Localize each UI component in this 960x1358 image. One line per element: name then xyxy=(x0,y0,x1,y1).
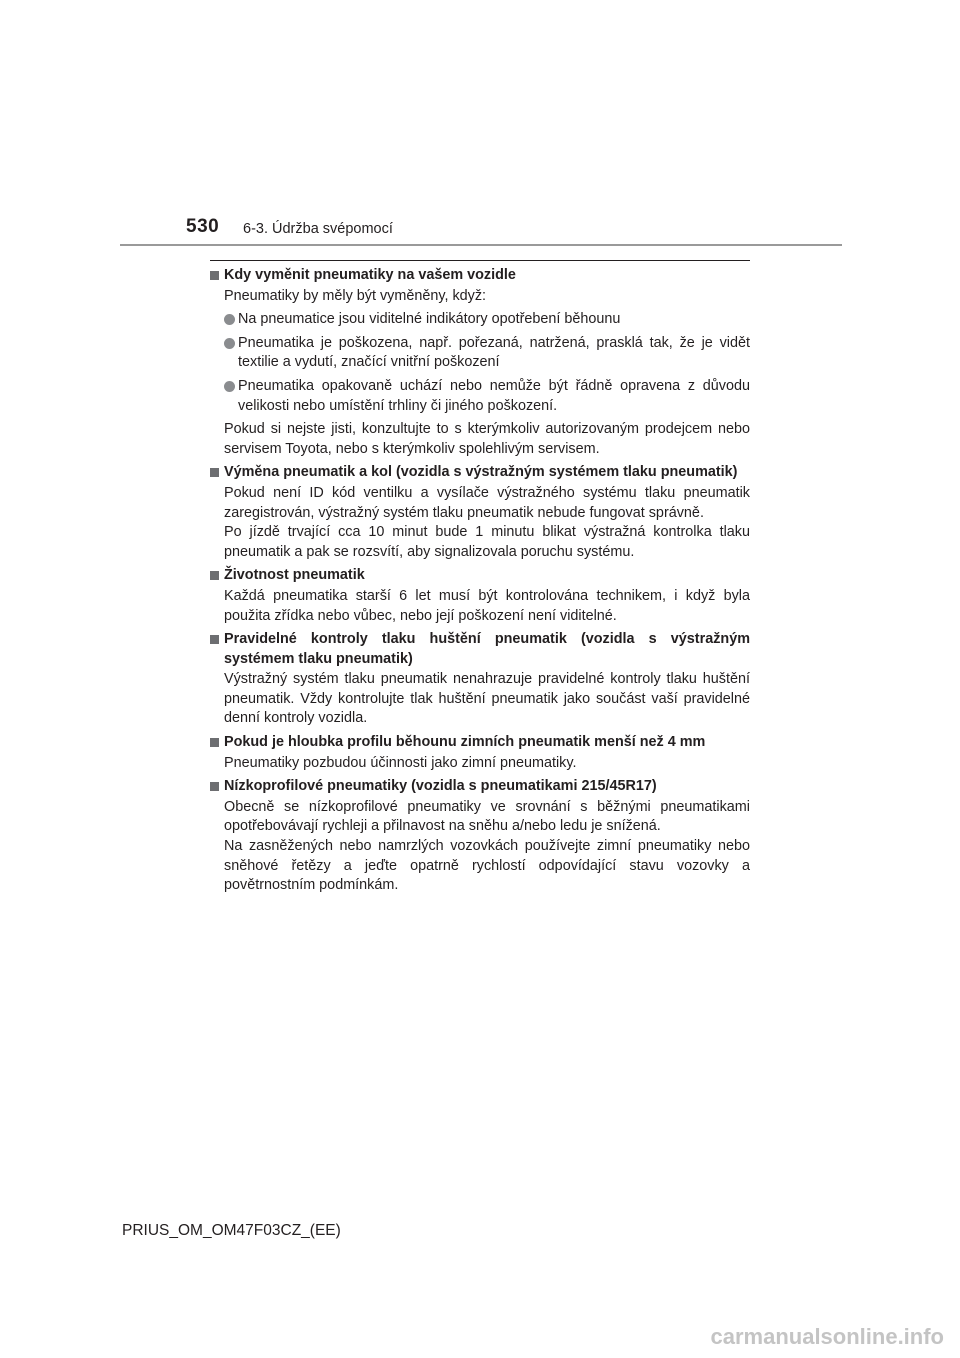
paragraph xyxy=(210,484,750,562)
paragraph xyxy=(210,670,750,729)
page-number: 530 xyxy=(186,216,220,237)
list-item-text: Na pneumatice jsou viditelné indikátory opotřebení běhounu xyxy=(238,311,621,328)
square-bullet-icon xyxy=(210,635,219,644)
paragraph xyxy=(210,754,750,774)
square-bullet-icon xyxy=(210,782,219,791)
paragraph: Pneumatiky by měly být vyměněny, když: xyxy=(224,287,487,304)
paragraph-line: Na zasněžených nebo namrzlých vozovkách používejte zimní pneumatiky nebo sněhové řetězy a jeďte opatrně rychlostí odpovídající stavu vozovky a povětrnostním podmínkám. xyxy=(224,838,750,894)
content-rule xyxy=(210,260,750,261)
square-bullet-icon xyxy=(210,738,219,747)
section-tire-lifetime xyxy=(210,566,750,626)
header-rule xyxy=(120,244,842,246)
paragraph xyxy=(210,587,750,626)
square-bullet-icon xyxy=(210,271,219,280)
paragraph-line: Výstražný systém tlaku pneumatik nenahrazuje pravidelné kontroly tlaku huštění pneumatik. Vždy kontrolujte tlak huštění pneumatik jako součást vaší pravidelné denní kontroly vozidla. xyxy=(224,671,750,727)
section-heading xyxy=(210,463,750,483)
list-item-text: Pneumatika opakovaně uchází nebo nemůže být řádně opravena z důvodu velikosti nebo umístění trhliny či jiného poškození. xyxy=(238,377,750,414)
square-bullet-icon xyxy=(210,571,219,580)
section-heading xyxy=(210,733,750,753)
circle-bullet-icon xyxy=(224,314,235,325)
paragraph-line: Obecně se nízkoprofilové pneumatiky ve srovnání s běžnými pneumatikami opotřebovávají rychleji a přilnavost na sněhu a/nebo ledu je snížená. xyxy=(224,798,750,835)
paragraph: Pokud si nejste jisti, konzultujte to s kterýmkoliv autorizovaným prodejcem nebo servisem Toyota, nebo s kterýmkoliv spolehlivým servisem. xyxy=(224,421,750,457)
heading-text: Životnost pneumatik xyxy=(224,567,365,584)
heading-text: Pravidelné kontroly tlaku huštění pneumatik (vozidla s výstražným systémem tlaku pneumatik) xyxy=(224,631,750,667)
heading-text: Nízkoprofilové pneumatiky (vozidla s pneumatikami 215/45R17) xyxy=(224,778,657,795)
section-heading xyxy=(210,266,750,286)
section-title: 6-3. Údržba svépomocí xyxy=(243,221,393,237)
section-heading xyxy=(210,777,750,797)
section-tire-wheel-change xyxy=(210,463,750,562)
section-winter-tread-depth xyxy=(210,733,750,773)
paragraph xyxy=(210,798,750,896)
section-tire-replacement xyxy=(210,266,750,459)
document-code: PRIUS_OM_OM47F03CZ_(EE) xyxy=(122,1222,341,1239)
list-item xyxy=(210,310,750,330)
circle-bullet-icon xyxy=(224,381,235,392)
square-bullet-icon xyxy=(210,468,219,477)
paragraph-line: Po jízdě trvající cca 10 minut bude 1 minutu blikat výstražná kontrolka tlaku pneumatik a pak se rozsvítí, aby signalizovala poruchu systému. xyxy=(224,524,750,560)
list-item xyxy=(210,377,750,416)
circle-bullet-icon xyxy=(224,338,235,349)
list-item-text: Pneumatika je poškozena, např. pořezaná, natržená, prasklá tak, že je vidět textilie a vydutí, značící vnitřní poškození xyxy=(238,334,750,371)
heading-text: Kdy vyměnit pneumatiky na vašem vozidle xyxy=(224,267,516,283)
paragraph-line: Pokud není ID kód ventilku a vysílače výstražného systému tlaku pneumatik zaregistrován, výstražný systém tlaku pneumatik nebude fungovat správně. xyxy=(224,484,750,521)
list-item xyxy=(210,334,750,373)
section-pressure-checks xyxy=(210,630,750,729)
section-heading xyxy=(210,630,750,669)
section-low-profile-tires xyxy=(210,777,750,896)
page-content xyxy=(210,266,750,896)
paragraph-line: Pneumatiky pozbudou účinnosti jako zimní pneumatiky. xyxy=(224,754,577,771)
section-heading xyxy=(210,566,750,586)
heading-text: Výměna pneumatik a kol (vozidla s výstražným systémem tlaku pneumatik) xyxy=(224,464,738,481)
heading-text: Pokud je hloubka profilu běhounu zimních pneumatik menší než 4 mm xyxy=(224,734,706,751)
paragraph-line: Každá pneumatika starší 6 let musí být kontrolována technikem, i když byla použita zřídka nebo vůbec, nebo její poškození není viditelné. xyxy=(224,587,750,624)
watermark-link[interactable]: carmanualsonline.info xyxy=(710,1324,944,1349)
